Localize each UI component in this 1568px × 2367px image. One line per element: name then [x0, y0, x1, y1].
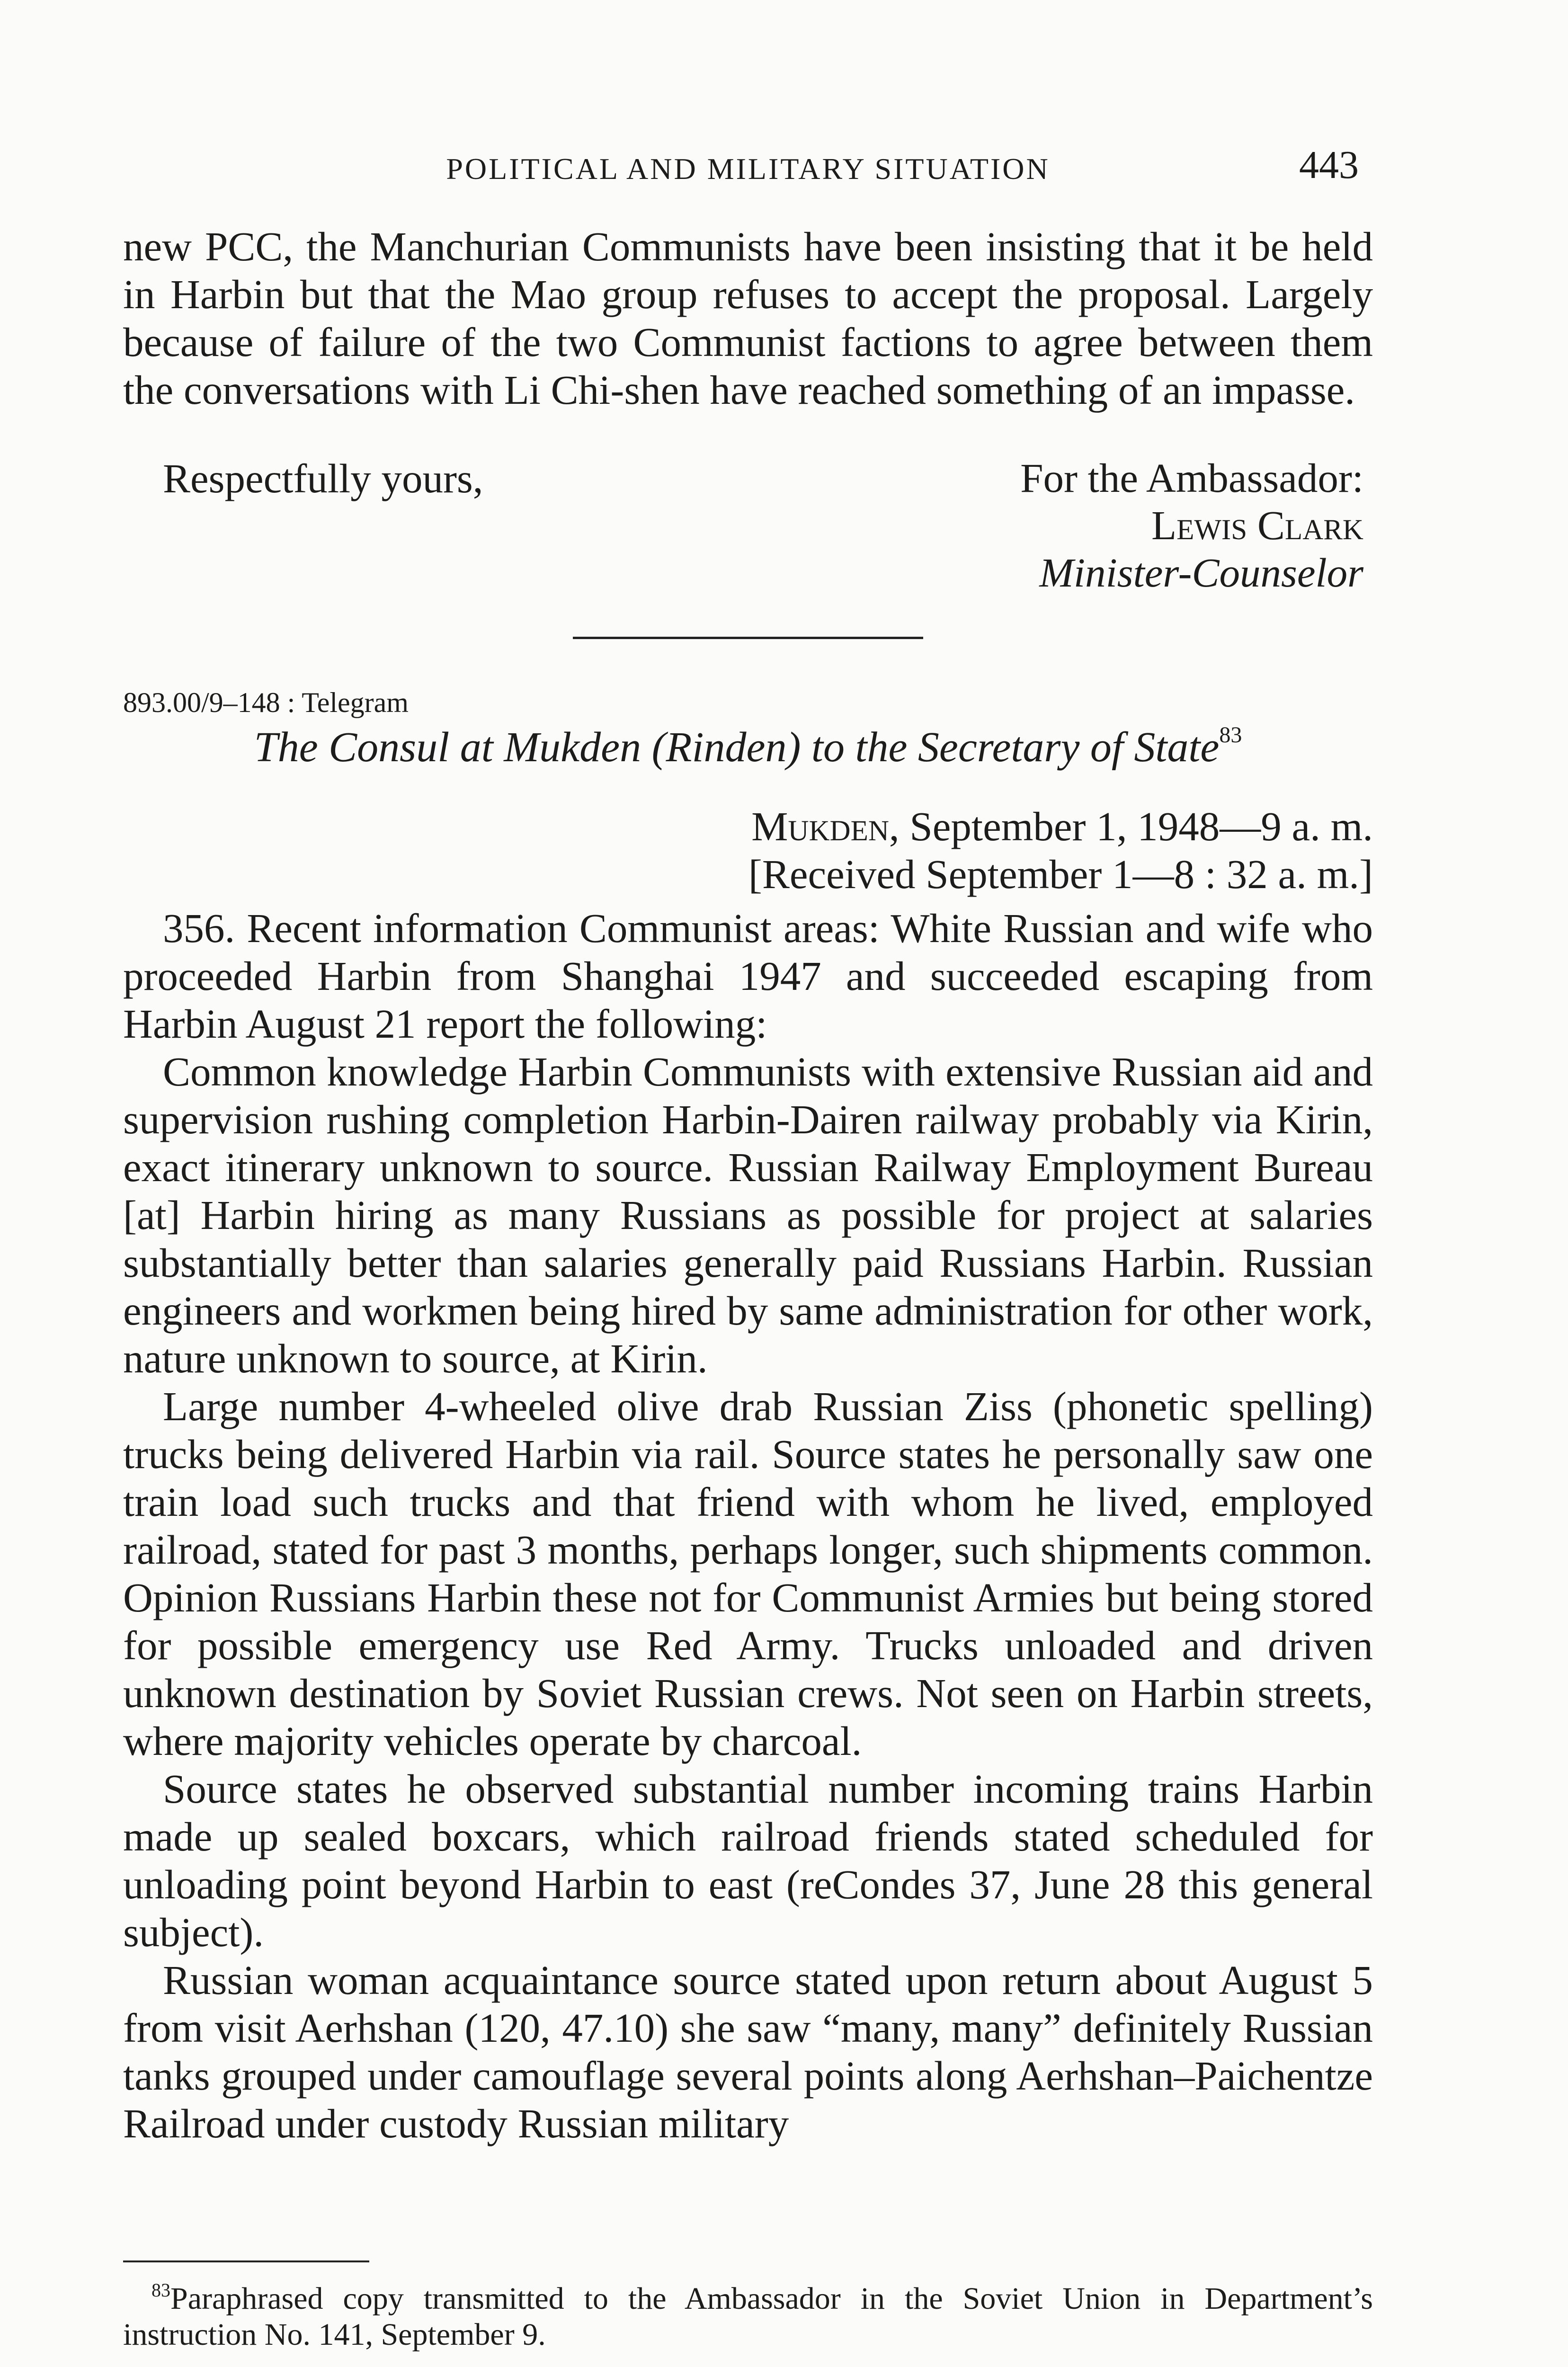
continuation-paragraph: [123, 222, 1373, 414]
page-header: [123, 142, 1373, 194]
signer-title: Minister-Counselor: [1039, 550, 1363, 596]
page-number: 443: [1299, 143, 1359, 187]
signature-block: [1020, 454, 1363, 596]
footnote: [123, 2272, 1373, 2353]
date-sent: September 1, 1948—9 a. m.: [909, 803, 1373, 849]
document-heading: [123, 722, 1373, 772]
paragraph: Source states he observed substantial number incoming trains Harbin made up sealed boxcars, which railroad friends stated scheduled for unloading point beyond Harbin to east (reCondes 37, June 28 this general subject).: [123, 1766, 1373, 1955]
date-sent-line: [748, 802, 1373, 850]
date-received: [Received September 1—8 : 32 a. m.]: [748, 851, 1373, 897]
for-line: For the Ambassador:: [1020, 455, 1363, 501]
running-head: POLITICAL AND MILITARY SITUATION: [446, 152, 1050, 186]
footnote-marker: 83: [1219, 722, 1242, 747]
signer-name: Lewis Clark: [1151, 502, 1363, 548]
dateline: [748, 802, 1373, 898]
place: Mukden,: [751, 803, 900, 849]
continuation-text: new PCC, the Manchurian Communists have been insisting that it be held in Harbin but that the Mao group refuses to accept the proposal. Largely because of failure of the two Communist factions to agree between them the conversations with Li Chi-shen have reached something of an impasse.: [123, 223, 1373, 413]
footnote-number: 83: [151, 2279, 170, 2301]
paragraph: Russian woman acquaintance source stated upon return about August 5 from visit Aerhshan (120, 47.10) she saw “many, many” definitely Russian tanks grouped under camouflage several points along Aerhshan–Paichentze Railroad under custody Russian military: [123, 1957, 1373, 2146]
telegram-body: [123, 904, 1373, 2147]
section-divider: [573, 637, 923, 639]
footnote-divider: [123, 2260, 369, 2262]
paragraph: Common knowledge Harbin Communists with extensive Russian aid and supervision rushing completion Harbin-Dairen railway probably via Kirin, exact itinerary unknown to source. Russian Railway Employment Bureau [at] Harbin hiring as many Russians as possible for project at salaries substantially better than salaries generally paid Russians Harbin. Russian engineers and workmen being hired by same administration for other work, nature unknown to source, at Kirin.: [123, 1049, 1373, 1381]
salutation: Respectfully yours,: [163, 455, 483, 501]
heading-text: The Consul at Mukden (Rinden) to the Secretary of State: [254, 724, 1220, 771]
closing-block: [123, 454, 1373, 611]
paragraph: 356. Recent information Communist areas: White Russian and wife who proceeded Harbin from Shanghai 1947 and succeeded escaping from Harbin August 21 report the following:: [123, 905, 1373, 1047]
file-reference: 893.00/9–148 : Telegram: [123, 687, 409, 718]
footnote-text: Paraphrased copy transmitted to the Ambassador in the Soviet Union in Department’s instruction No. 141, September 9.: [123, 2281, 1373, 2352]
paragraph: Large number 4-wheeled olive drab Russian Ziss (phonetic spelling) trucks being delivered Harbin via rail. Source states he personally saw one train load such trucks and that friend with whom he lived, employed railroad, stated for past 3 months, perhaps longer, such shipments common. Opinion Russians Harbin these not for Communist Armies but being stored for possible emergency use Red Army. Trucks unloaded and driven unknown destination by Soviet Russian crews. Not seen on Harbin streets, where majority vehicles operate by charcoal.: [123, 1383, 1373, 1764]
